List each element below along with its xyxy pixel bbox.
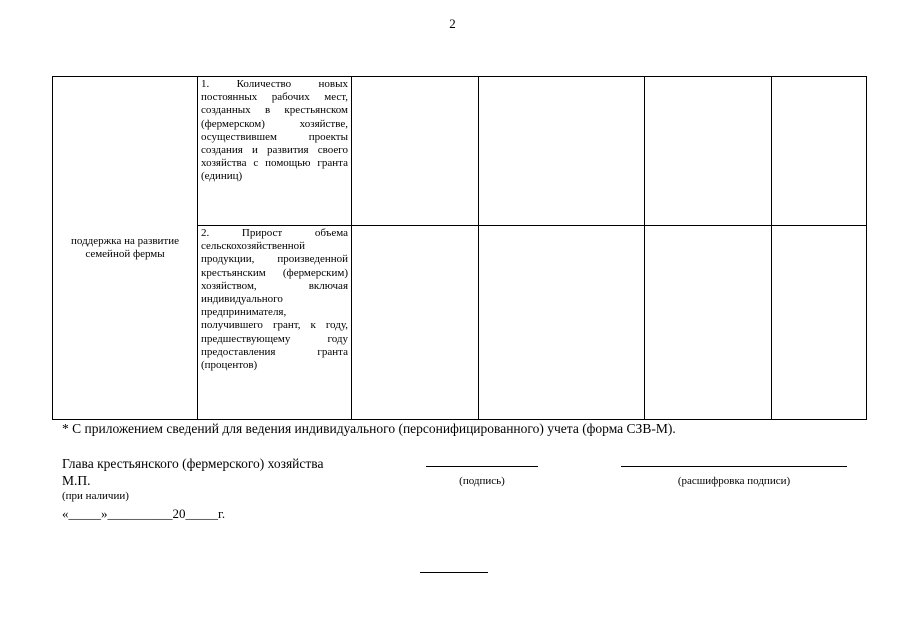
measure-cell <box>53 77 198 420</box>
value-cell[interactable] <box>352 77 479 226</box>
bottom-divider <box>420 572 488 573</box>
indicators-table <box>52 76 867 420</box>
head-label: Глава крестьянского (фермерского) хозяйства <box>62 456 324 471</box>
table-row <box>53 77 867 226</box>
date-field[interactable]: «_____»__________20_____г. <box>62 506 226 521</box>
optional-note: (при наличии) <box>62 490 129 502</box>
indicator-cell <box>198 226 352 420</box>
indicator-text: 1. Количество новых постоянных рабочих мест, созданных в крестьянском (фермерском) хозяйстве, осуществившем проекты создания и развития своего хозяйства с помощью гранта (единиц) <box>201 78 348 183</box>
value-cell[interactable] <box>352 226 479 420</box>
page-number: 2 <box>449 16 456 31</box>
signature-line[interactable] <box>426 466 538 467</box>
value-cell[interactable] <box>772 226 867 420</box>
footnote: * С приложением сведений для ведения индивидуального (персонифицированного) учета (форма СЗВ-М). <box>62 421 676 436</box>
value-cell[interactable] <box>479 226 645 420</box>
indicator-text: 2. Прирост объема сельскохозяйственной продукции, произведенной крестьянским (фермерским) хозяйством, включая индивидуального предпринимателя, получившего грант, к году, предшествующему году предоставления гранта (процентов) <box>201 227 348 372</box>
signature-decode-caption: (расшифровка подписи) <box>677 475 791 487</box>
value-cell[interactable] <box>772 77 867 226</box>
value-cell[interactable] <box>645 77 772 226</box>
signature-decode-line[interactable] <box>621 466 847 467</box>
indicator-cell <box>198 77 352 226</box>
value-cell[interactable] <box>479 77 645 226</box>
stamp-label: М.П. <box>62 473 91 488</box>
value-cell[interactable] <box>645 226 772 420</box>
signature-caption: (подпись) <box>459 475 505 487</box>
measure-label: поддержка на развитие семейной фермы <box>71 235 179 260</box>
